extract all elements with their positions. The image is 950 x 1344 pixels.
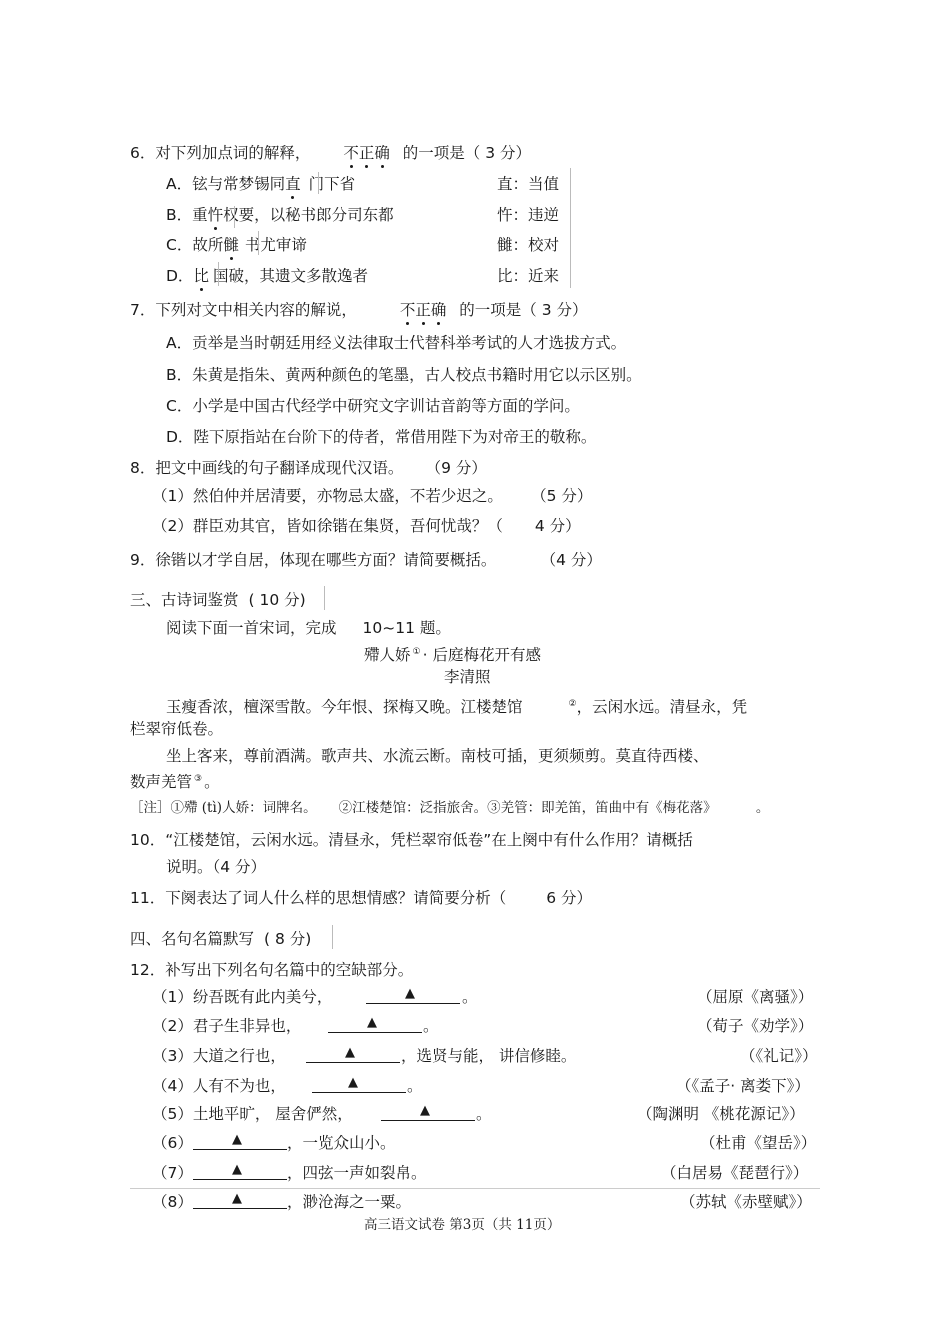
q6-option-c-gloss: 雠：校对 [497, 236, 560, 254]
q7-option-b: B．朱黄是指朱、黄两种颜色的笔墨，古人校点书籍时用它以示区别。 [166, 366, 642, 384]
q6-option-d-gloss: 比：近来 [497, 267, 560, 285]
scan-line [332, 925, 333, 949]
answer-blank[interactable] [312, 1074, 406, 1093]
emphasis-text: 不正确 [399, 301, 447, 319]
q6-option-a: A．铉与常梦锡同直 门下省 [166, 175, 356, 193]
q12-item-8: （8） [152, 1193, 193, 1211]
poem-note: ［注］①殢 (tì)人娇：词牌名。 ②江楼楚馆：泛指旅舍。③羌管：即羌笛，笛曲中有《梅花落》 。 [130, 800, 770, 816]
q8-stem: 8．把文中画线的句子翻译成现代汉语。 （9 分） [130, 459, 487, 477]
page-footer: 高三语文试卷 第3页（共 11页） [364, 1217, 561, 1233]
dotted-word: 雠 [223, 236, 239, 254]
section-3-title: 三、古诗词鉴赏 ( 10 分) [130, 591, 306, 609]
q10-stem-continued: 说明。（4 分） [166, 858, 267, 876]
triangle-icon: ▲ [420, 1103, 430, 1118]
q10-stem: 10．“江楼楚馆，云闲水远。清昼永，凭栏翠帘低卷”在上阕中有什么作用？请概括 [130, 831, 693, 849]
q8-sentence-1: （1）然伯仲并居清要，亦物忌太盛，不若少迟之。 （5 分） [152, 487, 593, 505]
poem-line-2: 栏翠帘低卷。 [130, 720, 224, 738]
q12-item-6-source: （杜甫《望岳》） [700, 1134, 817, 1152]
q6-option-a-gloss: 直：当值 [497, 175, 560, 193]
dotted-word: 忤 [207, 206, 224, 224]
q7-stem: 7．下列对文中相关内容的解说， 不正确 的一项是（ 3 分） [130, 301, 588, 319]
scan-line [218, 262, 219, 286]
q12-stem: 12．补写出下列名句名篇中的空缺部分。 [130, 961, 414, 979]
q12-item-1: （1）纷吾既有此内美兮， [152, 988, 333, 1006]
q7-option-a: A．贡举是当时朝廷用经义法律取士代替科举考试的人才选拔方式。 [166, 334, 627, 352]
q6-option-b: B．重忤权要，以秘书郎分司东都 [166, 206, 394, 224]
triangle-icon: ▲ [345, 1045, 355, 1060]
dotted-word: 比 [193, 267, 209, 285]
poem-intro: 阅读下面一首宋词，完成 10~11 题。 [166, 619, 451, 637]
q6-option-c: C．故所雠 书尤审谛 [166, 236, 307, 254]
q12-item-2-source: （荀子《劝学》） [697, 1017, 814, 1035]
scan-line [570, 168, 571, 288]
q12-item-4-source: （《孟子· 离娄下》） [676, 1077, 810, 1095]
q8-sentence-2: （2）群臣劝其官，皆如徐锴在集贤，吾何忧哉？（ 4 分） [152, 517, 581, 535]
triangle-icon: ▲ [367, 1015, 377, 1030]
q12-item-3: （3）大道之行也， [152, 1047, 286, 1065]
scan-line [324, 586, 325, 610]
poem-author: 李清照 [444, 668, 491, 686]
q12-item-8-source: （苏轼《赤壁赋》） [680, 1193, 812, 1211]
footer-rule [130, 1188, 820, 1189]
q11-stem: 11．下阕表达了词人什么样的思想情感？请简要分析（ 6 分） [130, 889, 593, 907]
q7-option-c: C．小学是中国古代经学中研究文字训诂音韵等方面的学问。 [166, 397, 580, 415]
q12-item-5: （5）土地平旷， 屋舍俨然， [152, 1105, 353, 1123]
scan-line [258, 231, 259, 255]
poem-line-1: 玉瘦香浓，檀深雪散。今年恨、探梅又晚。江楼楚馆 ②，云闲水远。清昼永，凭 [166, 698, 748, 717]
q6-option-d: D．比 国破，其遗文多散逸者 [166, 267, 368, 285]
q12-item-3-source: （《礼记》） [740, 1047, 818, 1065]
triangle-icon: ▲ [405, 986, 415, 1001]
section-4-title: 四、名句名篇默写 ( 8 分) [130, 930, 312, 948]
dotted-word: 直 [285, 175, 301, 193]
q12-item-5-source: （陶渊明 《桃花源记》） [637, 1105, 805, 1123]
q6-option-b-gloss: 忤：违逆 [497, 206, 560, 224]
scan-line [318, 172, 319, 194]
q12-item-6: （6） [152, 1134, 193, 1152]
q12-item-7: （7） [152, 1164, 193, 1182]
triangle-icon: ▲ [232, 1162, 242, 1177]
poem-title: 殢人娇 ① · 后庭梅花开有感 [364, 646, 541, 665]
triangle-icon: ▲ [232, 1191, 242, 1206]
q6-stem: 6．对下列加点词的解释， 不正确 的一项是（ 3 分） [130, 144, 532, 162]
q7-option-d: D．陛下原指站在台阶下的侍者，常借用陛下为对帝王的敬称。 [166, 428, 597, 446]
emphasis-text: 不正确 [343, 144, 390, 162]
q12-item-2: （2）君子生非异也， [152, 1017, 302, 1035]
poem-line-4: 数声羌管 ③ 。 [130, 773, 220, 792]
triangle-icon: ▲ [348, 1075, 358, 1090]
triangle-icon: ▲ [232, 1132, 242, 1147]
q12-item-1-source: （屈原《离骚》） [697, 988, 814, 1006]
q12-item-7-source: （白居易《琵琶行》） [661, 1164, 809, 1182]
q9-stem: 9．徐锴以才学自居，体现在哪些方面？请简要概括。 （4 分） [130, 551, 602, 569]
scan-line [234, 206, 235, 228]
q12-item-4: （4）人有不为也， [152, 1077, 286, 1095]
poem-line-3: 坐上客来，尊前酒满。歌声共、水流云断。南枝可插，更须频剪。莫直待西楼、 [166, 747, 709, 765]
